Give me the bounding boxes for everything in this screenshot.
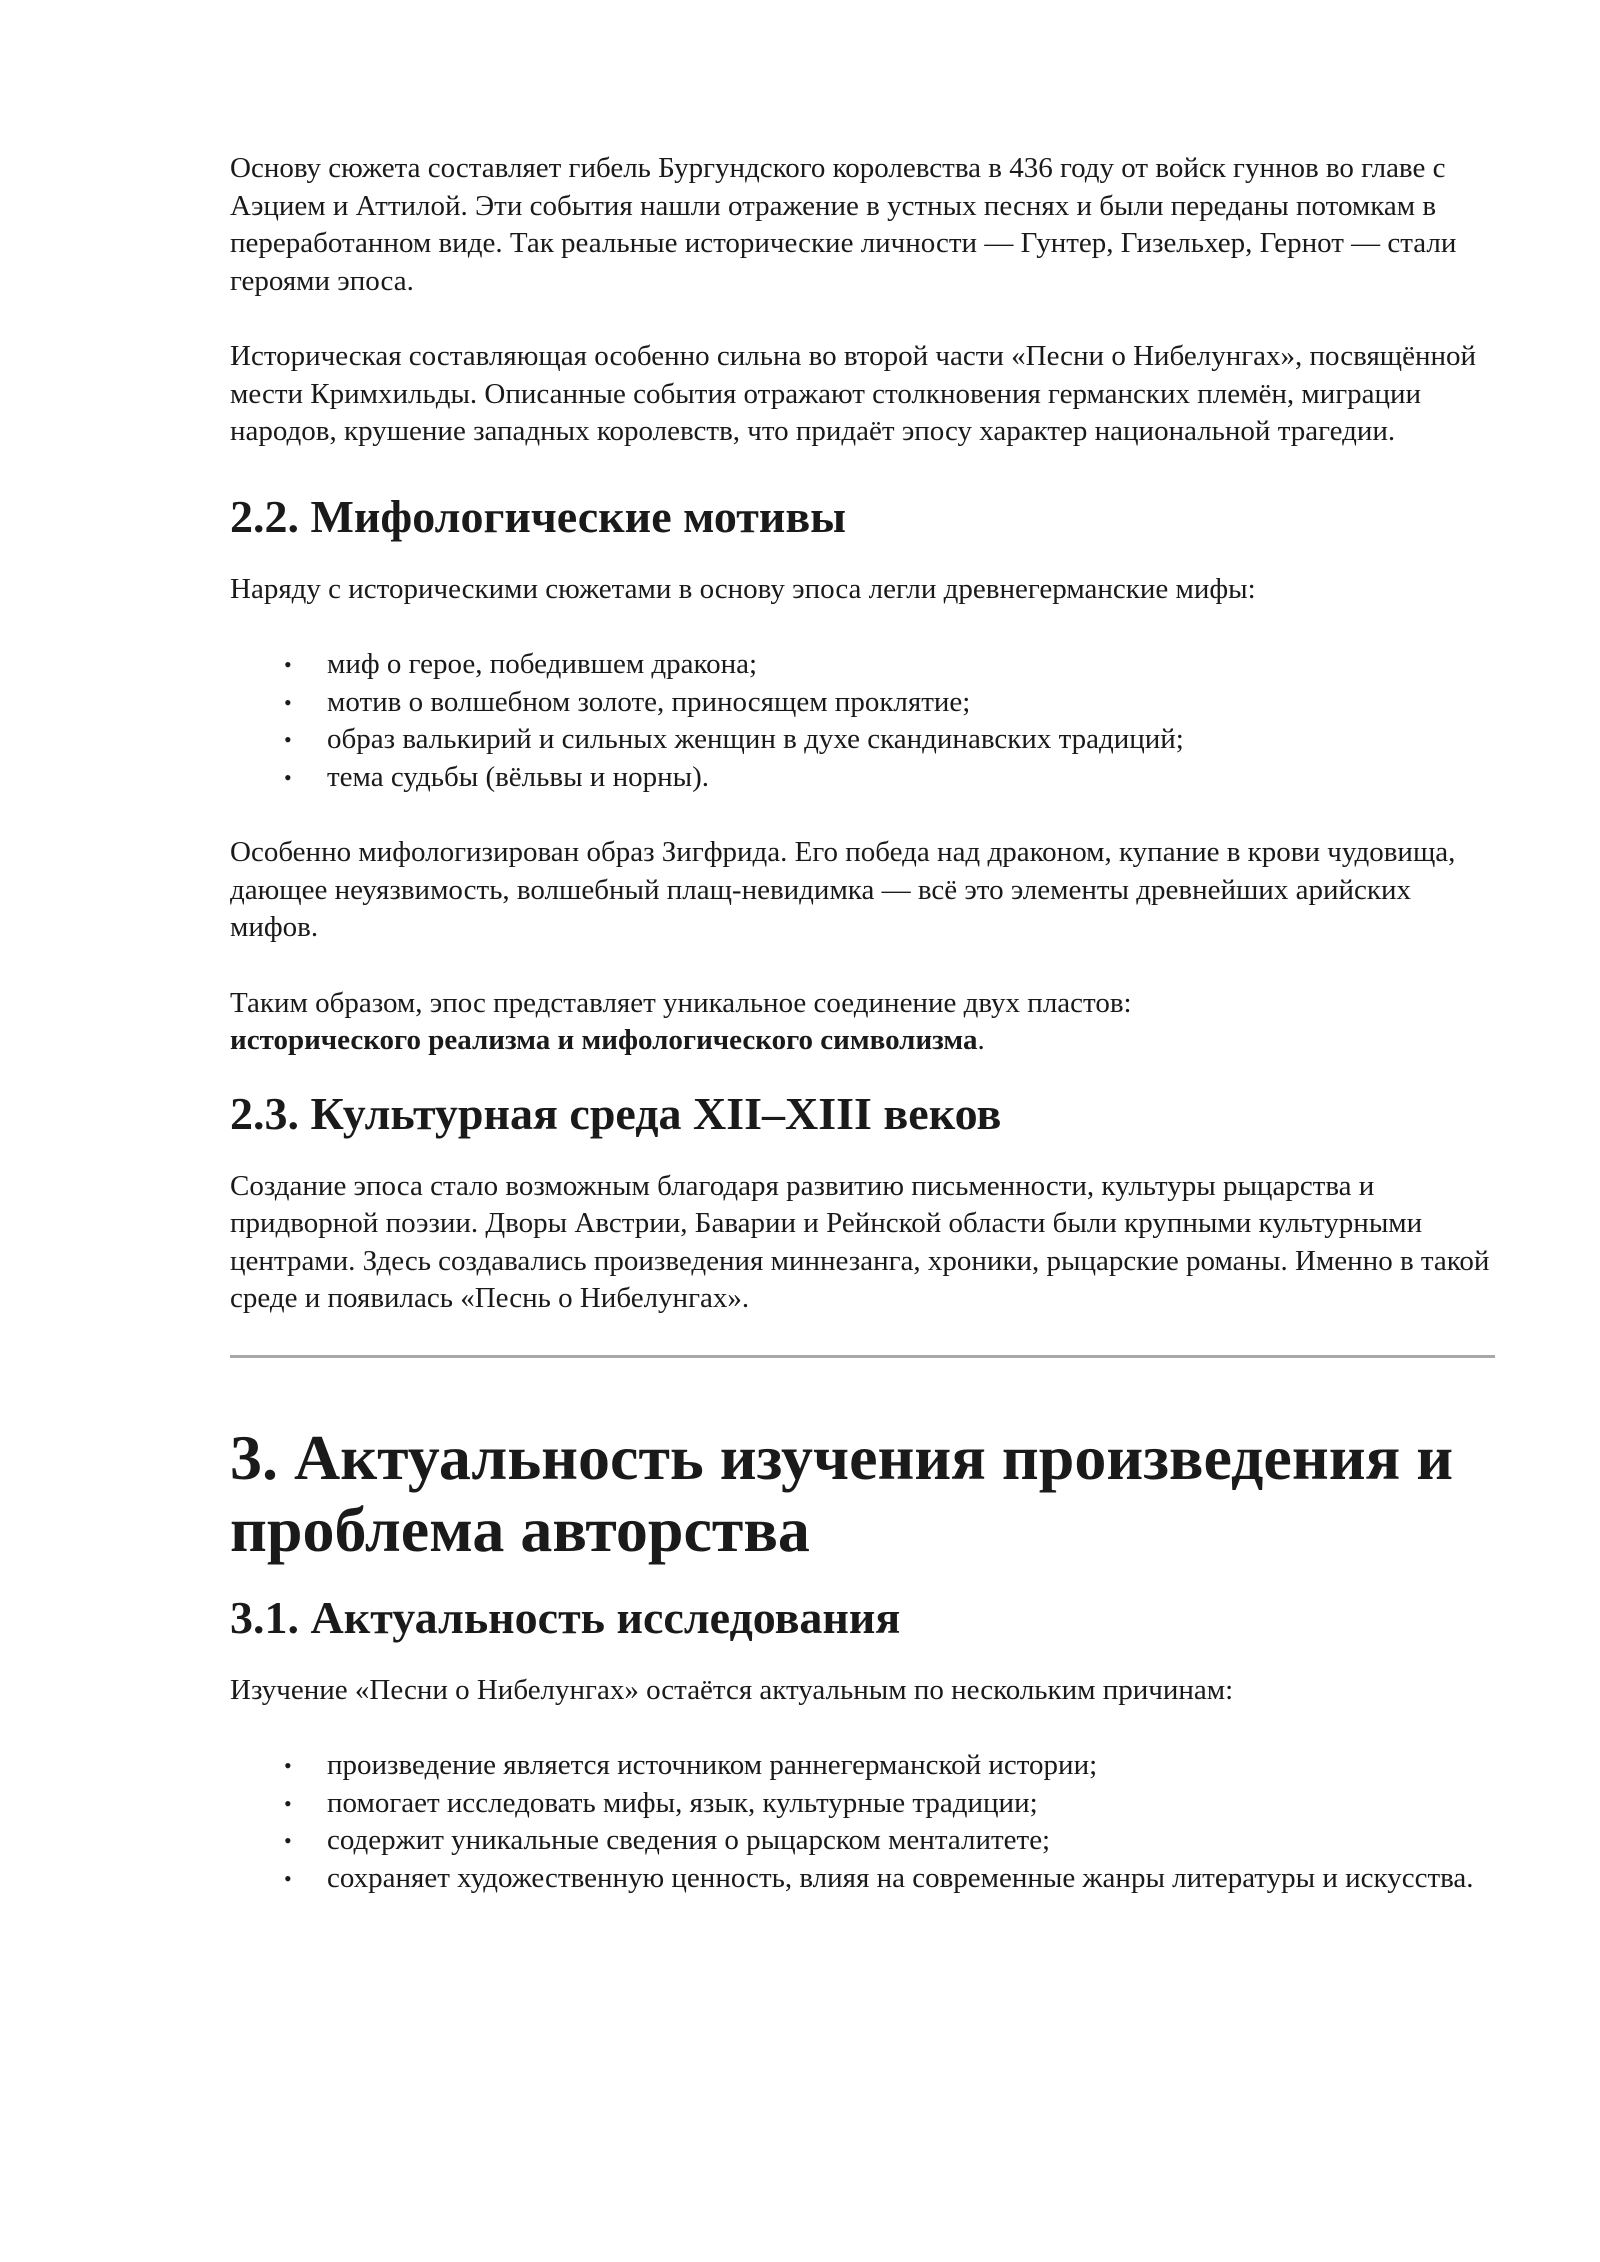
bullet-icon: •: [284, 1865, 292, 1891]
bullet-icon: •: [284, 652, 292, 677]
emphasis-text: исторического реализма и мифологического символизма: [230, 1024, 978, 1056]
bullet-list: [230, 646, 1492, 796]
bullet-list: [230, 1747, 1492, 1897]
intro-paragraph: Основу сюжета составляет гибель Бургундского королевства в 436 году от войск гуннов во главе с Аэцием и Аттилой. Эти события нашли отражение в устных песнях и были переданы потомкам в переработанном виде. Так реальные исторические личности — Гунтер, Гизельхер, Гернот — стали героями эпоса.: [230, 152, 1457, 297]
bullet-icon: •: [284, 727, 292, 752]
bullet-icon: •: [284, 1828, 292, 1853]
section-lead: Изучение «Песни о Нибелунгах» остаётся актуальным по нескольким причинам:: [230, 1673, 1234, 1706]
bullet-icon: •: [284, 689, 292, 715]
document-body: [230, 150, 1492, 1897]
section-heading: 2.3. Культурная среда XII–XIII веков: [230, 1087, 1002, 1139]
section-lead: Наряду с историческими сюжетами в основу эпоса легли древнегерманские мифы:: [230, 572, 1256, 605]
horizontal-divider: [230, 1355, 1495, 1358]
list-item: • помогает исследовать мифы, язык, культурные традиции;: [230, 1785, 1492, 1823]
bullet-icon: •: [284, 764, 292, 790]
conclusion-paragraph: Таким образом, эпос представляет уникальное соединение двух пластов: исторического реализма и мифологического символизма.: [230, 986, 1132, 1056]
list-item: • произведение является источником раннегерманской истории;: [230, 1747, 1492, 1785]
list-item: • тема судьбы (вёльвы и норны).: [230, 759, 1492, 797]
list-item: • миф о герое, победившем дракона;: [230, 646, 1492, 684]
list-item: • мотив о волшебном золоте, приносящем проклятие;: [230, 684, 1492, 722]
bullet-icon: •: [284, 1753, 292, 1778]
bullet-icon: •: [284, 1790, 292, 1816]
body-paragraph: Особенно мифологизирован образ Зигфрида. Его победа над драконом, купание в крови чудовища, дающее неуязвимость, волшебный плащ-невидимка — всё это элементы древнейших арийских мифов.: [230, 836, 1456, 943]
section-heading: 3.1. Актуальность исследования: [230, 1591, 901, 1643]
list-item: • сохраняет художественную ценность, влияя на современные жанры литературы и искусства.: [230, 1860, 1492, 1898]
body-paragraph: Создание эпоса стало возможным благодаря развитию письменности, культуры рыцарства и придворной поэзии. Дворы Австрии, Баварии и Рейнской области были крупными культурными центрами. Здесь создавались произведения миннезанга, хроники, рыцарские романы. Именно в такой среде и появилась «Песнь о Нибелунгах».: [230, 1169, 1490, 1314]
section-heading: 2.2. Мифологические мотивы: [230, 490, 847, 542]
intro-paragraph: Историческая составляющая особенно сильна во второй части «Песни о Нибелунгах», посвящённой мести Кримхильды. Описанные события отражают столкновения германских племён, миграции народов, крушение западных королевств, что придаёт эпосу характер национальной трагедии.: [230, 340, 1477, 447]
chapter-heading: 3. Актуальность изучения произведения и проблема авторства: [230, 1421, 1454, 1565]
list-item: • содержит уникальные сведения о рыцарском менталитете;: [230, 1822, 1492, 1860]
list-item: • образ валькирий и сильных женщин в духе скандинавских традиций;: [230, 721, 1492, 759]
